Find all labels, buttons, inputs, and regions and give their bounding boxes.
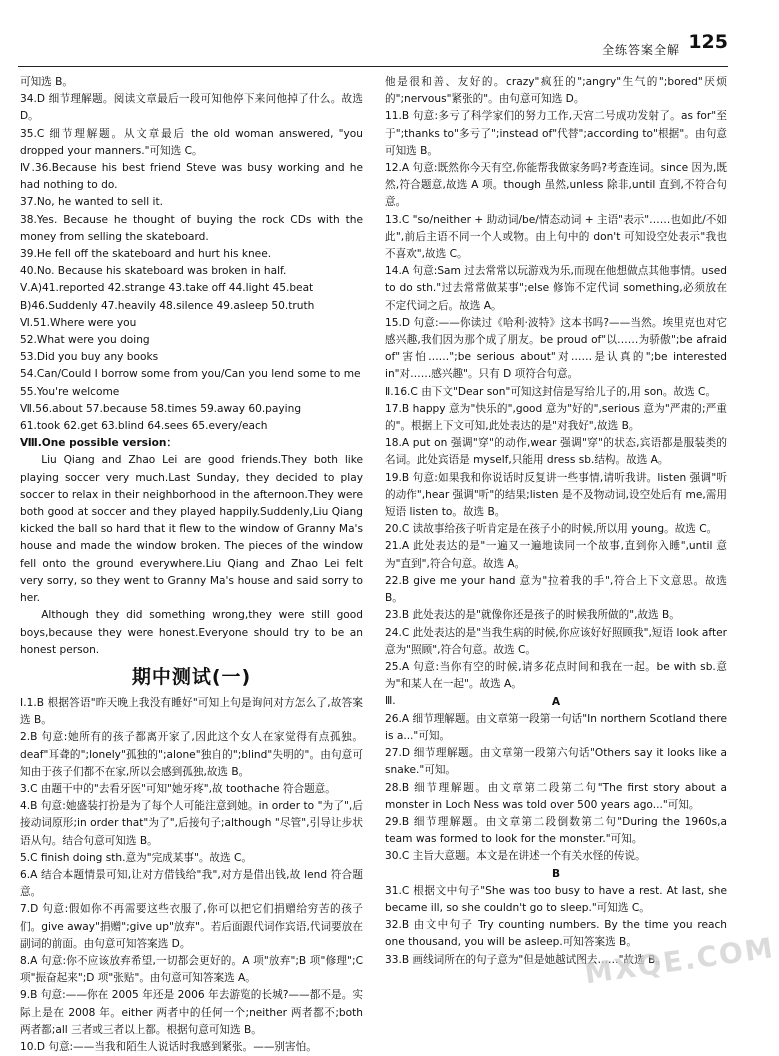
answer-item: 24.C 此处表达的是"当我生病的时候,你应该好好照顾我",短语 look after 意为"照顾",符合句意。故选 C。	[385, 626, 727, 656]
answer-item: 53.Did you buy any books	[20, 351, 159, 364]
answer-item: 可知选 B。	[20, 76, 74, 88]
answer-item: Ⅱ.16.C 由下文"Dear son"可知这封信是写给儿子的,用 son。故选 C。	[385, 385, 717, 398]
answer-item: 29.B 细节理解题。由文章第二段倒数第二句"During the 1960s,a team was formed to look for the monster."可知。	[385, 815, 727, 846]
answer-item: 21.A 此处表达的是"一遍又一遍地读同一个故事,直到你入睡",until 意为"直到",符合句意。故选 A。	[385, 540, 727, 570]
answer-item: Ⅳ.36.Because his best friend Steve was busy working and he had nothing to do.	[20, 162, 363, 192]
essay-paragraph: Although they did something wrong,they were still good boys,because they were honest.Everyone should try to be an honest person.	[20, 609, 363, 656]
answer-item: 22.B give me your hand 意为"拉着我的手",符合上下文意思。故选 B。	[385, 574, 727, 605]
answer-item: 15.D 句意:——你读过《哈利·波特》这本书吗?——当然。埃里克也对它感兴趣,我们因为那个成了朋友。be proud of"以……为骄傲";be afraid of"害怕……";be serious about"对……是认真的";be interested in"对……感兴趣"。只有 D 项符合句意。	[385, 316, 727, 381]
answer-item: 10.D 句意:——当我和陌生人说话时我感到紧张。——别害怕。	[20, 1040, 317, 1053]
answer-item: 13.C "so/neither + 助动词/be/情态动词 + 主语"表示"……也如此/不如此",前后主语不同一个人或物。由上句中的 don't 可知设空处表示"我也不喜欢",故选 C。	[385, 213, 727, 261]
page-header	[0, 31, 750, 62]
answer-item: 他是很和善、友好的。crazy"疯狂的";angry"生气的";bored"厌烦的";nervous"紧张的"。由句意可知选 D。	[385, 76, 727, 106]
answer-item: 23.B 此处表达的是"就像你还是孩子的时候我所做的",故选 B。	[385, 609, 680, 622]
subsection-A-label: A	[551, 695, 561, 708]
answer-item: 37.No, he wanted to sell it.	[20, 196, 163, 209]
answer-item: Ⅰ.1.B 根据答语"昨天晚上我没有睡好"可知上句是询问对方怎么了,故答案选 B。	[20, 696, 363, 727]
answer-item: 12.A 句意:既然你今天有空,你能帮我做家务吗?考查连词。since 因为,既然,符合题意,故选 A 项。though 虽然,unless 除非,until 直到,不符合句意。	[385, 162, 727, 209]
left-column	[20, 74, 363, 1056]
answer-item: Ⅶ.56.about 57.because 58.times 59.away 60.paying	[20, 402, 302, 415]
essay-label: Ⅷ.One possible version：	[20, 437, 178, 450]
answer-item: 6.A 结合本题情景可知,让对方借钱给"我",对方是借出钱,故 lend 符合题意。	[20, 868, 363, 899]
answers-unit-review	[20, 74, 363, 435]
answer-item: 61.took 62.get 63.blind 64.sees 65.every/each	[20, 420, 268, 433]
answer-item: B)46.Suddenly 47.heavily 48.silence 49.asleep 50.truth	[20, 299, 315, 312]
answer-item: 2.B 句意:她所有的孩子都离开家了,因此这个女人在家觉得有点孤独。deaf"耳聋的";lonely"孤独的";alone"独自的";blind"失明的"。由句意可知由于孩子们都不在家,所以会感到孤独,故选 B。	[20, 731, 363, 778]
answer-item: 30.C 主旨大意题。本文是在讲述一个有关水怪的传说。	[385, 850, 646, 863]
answer-item: 39.He fell off the skateboard and hurt his knee.	[20, 248, 272, 261]
subsection-B-label: B	[551, 867, 561, 880]
answer-item: 40.No. Because his skateboard was broken in half.	[20, 265, 287, 278]
answers-midterm-part2	[385, 74, 727, 693]
answer-item: 11.B 句意:多亏了科学家们的努力工作,天宫二号成功发射了。as for"至于";thanks to"多亏了";instead of"代替";according to"根据"。由句意可知选 B。	[385, 110, 727, 157]
essay-paragraph: Liu Qiang and Zhao Lei are good friends.They both like playing soccer very much.Last Sunday, they decided to play soccer to relax in their neighborhood in the afternoon.They were both good at soccer and they played happily.Suddenly,Liu Qiang kicked the ball so hard that it flew to the window of Granny Ma's house and made the window broken. The pieces of the window fell onto the ground everywhere.Liu Qiang and Zhao Lei felt very sorry, so they went to Granny Ma's house and said sorry to her.	[20, 454, 364, 605]
page-number: 125	[688, 31, 728, 53]
answer-item: Ⅴ.A)41.reported 42.strange 43.take off 44.light 45.beat	[20, 282, 314, 295]
answer-item: 27.D 细节理解题。由文章第一段第六句话"Others say it looks like a snake."可知。	[385, 747, 727, 777]
answer-item: 17.B happy 意为"快乐的",good 意为"好的",serious 意为"严肃的;严重的"。根据上下文可知,此处表达的是"对我好",故选 B。	[385, 402, 727, 433]
answer-item: 25.A 句意:当你有空的时候,请多花点时间和我在一起。be with sb.意为"和某人在一起"。故选 A。	[385, 660, 727, 691]
book-title: 全练答案全解	[601, 43, 680, 57]
header-rule	[18, 66, 728, 67]
essay-sample	[20, 452, 363, 658]
answer-item: 20.C 读故事给孩子听肯定是在孩子小的时候,所以用 young。故选 C。	[385, 523, 718, 536]
answer-item: 18.A put on 强调"穿"的动作,wear 强调"穿"的状态,宾语都是服装类的名词。此处宾语是 myself,只能用 dress sb.结构。故选 A。	[385, 437, 727, 467]
answer-item: 14.A 句意:Sam 过去常常以玩游戏为乐,而现在他想做点其他事情。used to do sth."过去常常做某事";else 修饰不定代词 something,必须放在不定代词之后。故选 A。	[385, 265, 727, 312]
section-title: 期中测试(一)	[131, 665, 252, 688]
section-III-label: Ⅲ.	[385, 695, 396, 708]
watermark-logo: MXQE.COM	[582, 931, 777, 991]
answer-item: 19.B 句意:如果我和你说话时反复讲一些事情,请听我讲。listen 强调"听的动作",hear 强调"听"的结果;listen 是不及物动词,设空处后有 me,需用短语 listen to。故选 B。	[385, 471, 727, 519]
answer-item: 5.C finish doing sth.意为"完成某事"。故选 C。	[20, 851, 252, 864]
answer-item: 52.What were you doing	[20, 334, 150, 347]
answers-reading-A	[385, 711, 727, 866]
answer-item: 7.D 句意:假如你不再需要这些衣服了,你可以把它们捐赠给穷苦的孩子们。give away"捐赠";give up"放弃"。若后面跟代词作宾语,代词要放在副词的前面。由句意可知答案选 D。	[20, 903, 363, 950]
answer-item: 38.Yes. Because he thought of buying the rock CDs with the money from selling the skateboard.	[20, 213, 363, 243]
right-column	[385, 74, 727, 969]
answer-item: 54.Can/Could I borrow some from you/Can you lend some to me	[20, 368, 361, 381]
answers-midterm-part1	[20, 695, 363, 1056]
answer-item: 35.C 细节理解题。从文章最后 the old woman answered, "you dropped your manners."可知选 C。	[20, 127, 363, 157]
answer-item: 31.C 根据文中句子"She was too busy to have a rest. At last, she became ill, so she couldn't go to sleep."可知选 C。	[385, 884, 727, 914]
answer-item: 8.A 句意:你不应该放弃希望,一切都会更好的。A 项"放弃";B 项"修理";C 项"振奋起来";D 项"张贴"。由句意可知答案选 A。	[20, 954, 363, 985]
answer-item: 3.C 由题干中的"去看牙医"可知"她牙疼",故 toothache 符合题意。	[20, 782, 336, 795]
answer-item: 26.A 细节理解题。由文章第一段第一句话"In northern Scotland there is a..."可知。	[385, 712, 727, 742]
answer-item: 4.B 句意:她盛装打扮是为了每个人可能注意到她。in order to "为了",后接动词原形;in order that"为了",后接句子;although "尽管",引导让步状语从句。结合句意可知选 B。	[20, 800, 363, 847]
answer-item: 28.B 细节理解题。由文章第二段第二句"The first story about a monster in Loch Ness was told over 500 years ago..."可知。	[385, 781, 727, 811]
answer-item: 32.B 由文中句子 Try counting numbers. By the time you reach one thousand, you will be asleep.可知答案选 B。	[385, 919, 727, 949]
answer-item: 9.B 句意:——你在 2005 年还是 2006 年去游览的长城?——都不是。实际上是在 2008 年。either 两者中的任何一个;neither 两者都不;both 两者都;all 三者或三者以上都。根据句意可知选 B。	[20, 989, 363, 1036]
answer-item: 55.You're welcome	[20, 385, 120, 398]
answer-item: 34.D 细节理解题。阅读文章最后一段可知他停下来问他掉了什么。故选 D。	[20, 93, 363, 123]
answer-item: Ⅵ.51.Where were you	[20, 316, 137, 329]
answer-item: 33.B 画线词所在的句子意为"但是她越试图去……"故选 B。	[385, 953, 666, 966]
